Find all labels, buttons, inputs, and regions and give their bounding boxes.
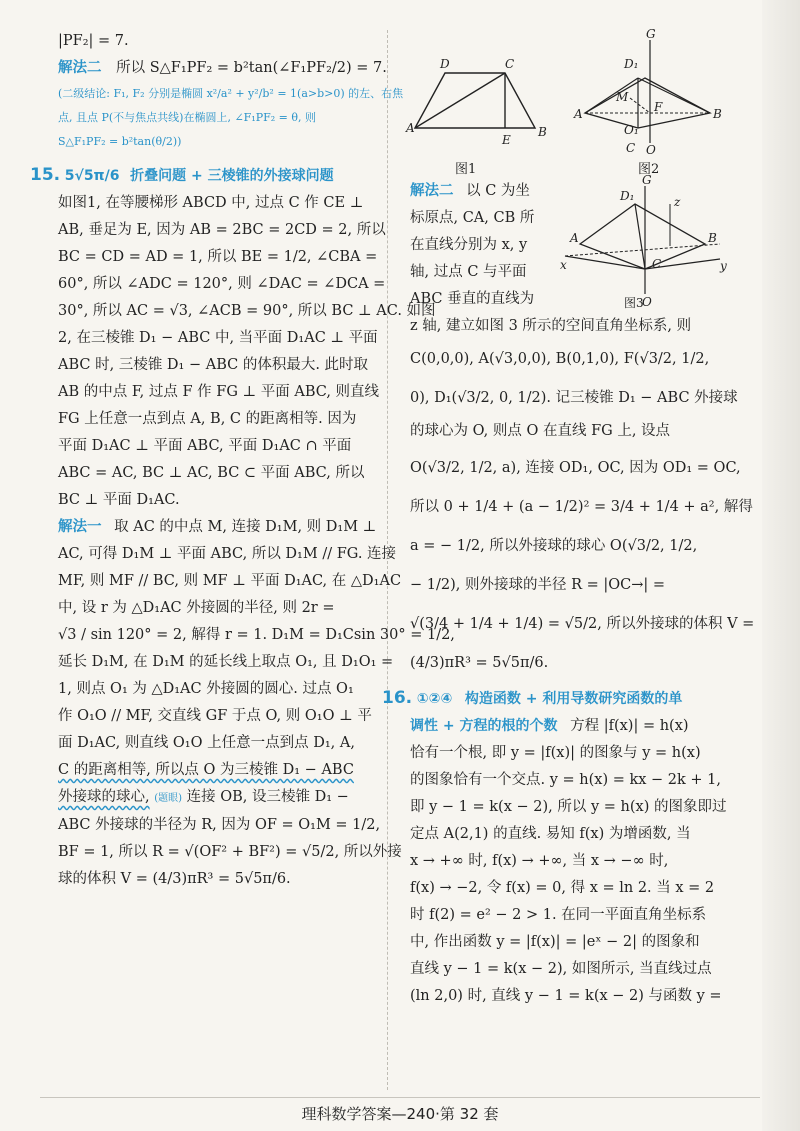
q16-line: 即 y − 1 = k(x − 2), 所以 y = h(x) 的图象即过 bbox=[410, 799, 727, 815]
q15-method1-first-line: 取 AC 的中点 M, 连接 D₁M, 则 D₁M ⊥ bbox=[114, 519, 377, 535]
q15-key-text: C 的距离相等, 所以点 O 为三棱锥 D₁ − ABC bbox=[58, 762, 354, 778]
figure-1 bbox=[405, 57, 547, 147]
fig1-caption: 图1 bbox=[455, 162, 477, 177]
q15-body bbox=[58, 190, 436, 514]
fig3-label-z: z bbox=[674, 195, 681, 209]
q15-line: BC = CD = AD = 1, 所以 BE = 1/2, ∠CBA = bbox=[58, 249, 378, 265]
method2-left bbox=[58, 55, 387, 82]
method2-intro-line: 轴, 过点 C 与平面 bbox=[410, 264, 527, 280]
fig2-label-a: A bbox=[574, 107, 583, 121]
q15-tag: 折叠问题 + 三棱锥的外接球问题 bbox=[130, 168, 334, 184]
q16-line: 的图象恰有一个交点. y = h(x) = kx − 2k + 1, bbox=[410, 772, 722, 788]
secondary-conclusion-note-1: (二级结论: F₁, F₂ 分别是椭圆 x²/a² + y²/b² = 1(a>b>0) 的左、右焦 bbox=[58, 87, 404, 100]
q16-tag-2: 调性 + 方程的根的个数 bbox=[410, 718, 558, 734]
q15-method1-line: 面 D₁AC, 则直线 O₁O 上任意一点到点 D₁, A, bbox=[58, 735, 355, 751]
fig3-label-x: x bbox=[560, 258, 567, 272]
figures-1-2 bbox=[406, 27, 740, 178]
method2-intro-line-1 bbox=[410, 178, 560, 205]
q15-key-line-1 bbox=[58, 757, 378, 784]
top-line: |PF₂| = 7. bbox=[58, 33, 129, 49]
key-point-tag: (题眼) bbox=[154, 793, 183, 804]
fig2-label-c: C bbox=[626, 141, 636, 155]
q16-line: 时 f(2) = e² − 2 > 1. 在同一平面直角坐标系 bbox=[410, 907, 707, 923]
fig2-caption: 图2 bbox=[638, 162, 660, 177]
method2-intro-line: 标原点, CA, CB 所 bbox=[410, 210, 535, 226]
q15-line: 2, 在三棱锥 D₁ − ABC 中, 当平面 D₁AC ⊥ 平面 bbox=[58, 330, 378, 346]
method2-figure3-block bbox=[410, 173, 740, 313]
q15-line: 60°, 所以 ∠ADC = 120°, 则 ∠DAC = ∠DCA = bbox=[58, 276, 386, 292]
fig3-caption: 图3 bbox=[624, 296, 644, 310]
q15-number: 15. bbox=[30, 165, 61, 185]
q15-header bbox=[30, 162, 378, 190]
method2-line: 所以 0 + 1/4 + (a − 1/2)² = 3/4 + 1/4 + a², 解得 bbox=[410, 499, 753, 515]
q16-line: 恰有一个根, 即 y = |f(x)| 的图象与 y = h(x) bbox=[410, 745, 701, 761]
q16-header bbox=[382, 685, 740, 713]
method2-line: z 轴, 建立如图 3 所示的空间直角坐标系, 则 bbox=[410, 318, 692, 334]
secondary-conclusion-note-3: S△F₁PF₂ = b²tan(θ/2)) bbox=[58, 135, 182, 148]
q15-key-tail: 连接 OB, 设三棱锥 D₁ − bbox=[186, 789, 349, 805]
fig1-label-c: C bbox=[505, 57, 515, 71]
fig2-label-m: M bbox=[616, 90, 629, 104]
footer-rule bbox=[40, 1097, 760, 1098]
secondary-conclusion-note-2: 点, 且点 P(不与焦点共线)在椭圆上, ∠F₁PF₂ = θ, 则 bbox=[58, 111, 316, 124]
page-edge-shadow bbox=[762, 0, 800, 1131]
q16-number: 16. bbox=[382, 688, 413, 708]
method2-line: 的球心为 O, 则点 O 在直线 FG 上, 设点 bbox=[410, 423, 671, 439]
method2-right-label: 解法二 bbox=[410, 183, 454, 199]
method2-line: (4/3)πR³ = 5√5π/6. bbox=[410, 655, 549, 671]
q16-line: 中, 作出函数 y = |f(x)| = |eˣ − 2| 的图象和 bbox=[410, 934, 700, 950]
q15-method1-line: AC, 可得 D₁M ⊥ 平面 ABC, 所以 D₁M // FG. 连接 bbox=[58, 546, 397, 562]
fig3-label-y: y bbox=[720, 259, 727, 273]
fig2-label-f: F bbox=[654, 100, 663, 114]
fig3-label-c: C bbox=[652, 257, 662, 271]
method2-line: C(0,0,0), A(√3,0,0), B(0,1,0), F(√3/2, 1/2, bbox=[410, 351, 710, 367]
fig3-label-a: A bbox=[570, 231, 579, 245]
method2-line: 0), D₁(√3/2, 0, 1/2). 记三棱锥 D₁ − ABC 外接球 bbox=[410, 390, 738, 406]
q15-line: FG 上任意一点到点 A, B, C 的距离相等. 因为 bbox=[58, 411, 357, 427]
fig3-label-o: O bbox=[642, 295, 652, 309]
method2-intro-line: 在直线分别为 x, y bbox=[410, 237, 528, 253]
q15-line: 如图1, 在等腰梯形 ABCD 中, 过点 C 作 CE ⊥ bbox=[58, 195, 364, 211]
fig3-label-b: B bbox=[708, 231, 717, 245]
method2-line: O(√3/2, 1/2, a), 连接 OD₁, OC, 因为 OD₁ = OC, bbox=[410, 460, 741, 476]
q16-tag-line-2 bbox=[410, 713, 740, 740]
fig1-label-e: E bbox=[502, 133, 511, 147]
q15-method1-line: ABC 外接球的半径为 R, 因为 OF = O₁M = 1/2, bbox=[58, 817, 381, 833]
page-footer: 理科数学答案—240·第 32 套 bbox=[301, 1105, 499, 1123]
q15-method1-line: 延长 D₁M, 在 D₁M 的延长线上取点 O₁, 且 D₁O₁ = bbox=[58, 654, 394, 670]
fig2-label-b: B bbox=[713, 107, 722, 121]
q15-key-text-2: 外接球的球心, bbox=[58, 789, 150, 805]
fig2-label-o1: O₁ bbox=[624, 123, 639, 137]
q16-line: 定点 A(2,1) 的直线. 易知 f(x) 为增函数, 当 bbox=[410, 826, 691, 842]
figure-3 bbox=[560, 174, 740, 309]
method2-text: 所以 S△F₁PF₂ = b²tan(∠F₁PF₂/2) = 7. bbox=[116, 60, 387, 76]
q15-line: ABC = AC, BC ⊥ AC, BC ⊂ 平面 ABC, 所以 bbox=[58, 465, 365, 481]
q16-line: 直线 y − 1 = k(x − 2), 如图所示, 当直线过点 bbox=[410, 961, 712, 977]
q16-tag-1: 构造函数 + 利用导数研究函数的单 bbox=[464, 691, 683, 707]
q15-method1-label: 解法一 bbox=[58, 519, 102, 535]
q15-method1-line: 作 O₁O // MF, 交直线 GF 于点 O, 则 O₁O ⊥ 平 bbox=[58, 708, 372, 724]
q15-line: AB 的中点 F, 过点 F 作 FG ⊥ 平面 ABC, 则直线 bbox=[58, 384, 380, 400]
fig3-label-g: G bbox=[642, 173, 652, 187]
fig2-label-d1: D₁ bbox=[624, 57, 639, 71]
q15-method1-line: 球的体积 V = (4/3)πR³ = 5√5π/6. bbox=[58, 871, 291, 887]
figure-1-2-svg bbox=[406, 27, 740, 158]
q16-line: (ln 2,0) 时, 直线 y − 1 = k(x − 2) 与函数 y = bbox=[410, 988, 722, 1004]
fig3-label-d1: D₁ bbox=[620, 189, 635, 203]
method2-intro bbox=[410, 178, 560, 313]
q16-line: f(x) → −2, 令 f(x) = 0, 得 x = ln 2. 当 x = 2 bbox=[410, 880, 715, 896]
q16-tag-tail: 方程 |f(x)| = h(x) bbox=[570, 718, 689, 734]
method2-line: √(3/4 + 1/4 + 1/4) = √5/2, 所以外接球的体积 V = bbox=[410, 616, 755, 632]
q15-method1-line: 1, 则点 O₁ 为 △D₁AC 外接圆的圆心. 过点 O₁ bbox=[58, 681, 354, 697]
method2-label: 解法二 bbox=[58, 60, 102, 76]
q15-method1-line: BF = 1, 所以 R = √(OF² + BF²) = √5/2, 所以外接 bbox=[58, 844, 402, 860]
q16-answer: ①②④ bbox=[416, 691, 453, 707]
fig2-label-o: O bbox=[646, 143, 656, 157]
fig2-label-g: G bbox=[646, 27, 656, 41]
method2-intro-line: ABC 垂直的直线为 bbox=[410, 291, 535, 307]
q15-line: BC ⊥ 平面 D₁AC. bbox=[58, 492, 180, 508]
method2-line: a = − 1/2, 所以外接球的球心 O(√3/2, 1/2, bbox=[410, 538, 698, 554]
q15-line: ABC 时, 三棱锥 D₁ − ABC 的体积最大. 此时取 bbox=[58, 357, 369, 373]
q15-line: 30°, 所以 AC = √3, ∠ACB = 90°, 所以 BC ⊥ AC. 如图 bbox=[58, 303, 436, 319]
fig1-label-b: B bbox=[538, 125, 547, 139]
q15-line: AB, 垂足为 E, 因为 AB = 2BC = 2CD = 2, 所以 bbox=[58, 222, 386, 238]
q15-method1-line: MF, 则 MF // BC, 则 MF ⊥ 平面 D₁AC, 在 △D₁AC bbox=[58, 573, 402, 589]
q15-method1-line: √3 / sin 120° = 2, 解得 r = 1. D₁M = D₁Csin 30° = 1/2, bbox=[58, 627, 455, 643]
right-column bbox=[382, 27, 755, 1010]
q16-body bbox=[410, 740, 740, 1010]
q15-answer: 5√5π/6 bbox=[64, 168, 120, 184]
q15-line: 平面 D₁AC ⊥ 平面 ABC, 平面 D₁AC ∩ 平面 bbox=[58, 438, 352, 454]
fig1-label-d: D bbox=[440, 57, 450, 71]
q16-line: x → +∞ 时, f(x) → +∞, 当 x → −∞ 时, bbox=[410, 853, 669, 869]
fig1-label-a: A bbox=[406, 121, 415, 135]
q15-method1-line: 中, 设 r 为 △D₁AC 外接圆的半径, 则 2r = bbox=[58, 600, 335, 616]
q15-method1 bbox=[58, 514, 378, 541]
method2-intro-text: 以 C 为坐 bbox=[466, 183, 530, 199]
q15-key-line-2 bbox=[58, 784, 378, 812]
figure-2 bbox=[573, 27, 722, 157]
method2-line: − 1/2), 则外接球的半径 R = |OC→| = bbox=[410, 577, 666, 593]
